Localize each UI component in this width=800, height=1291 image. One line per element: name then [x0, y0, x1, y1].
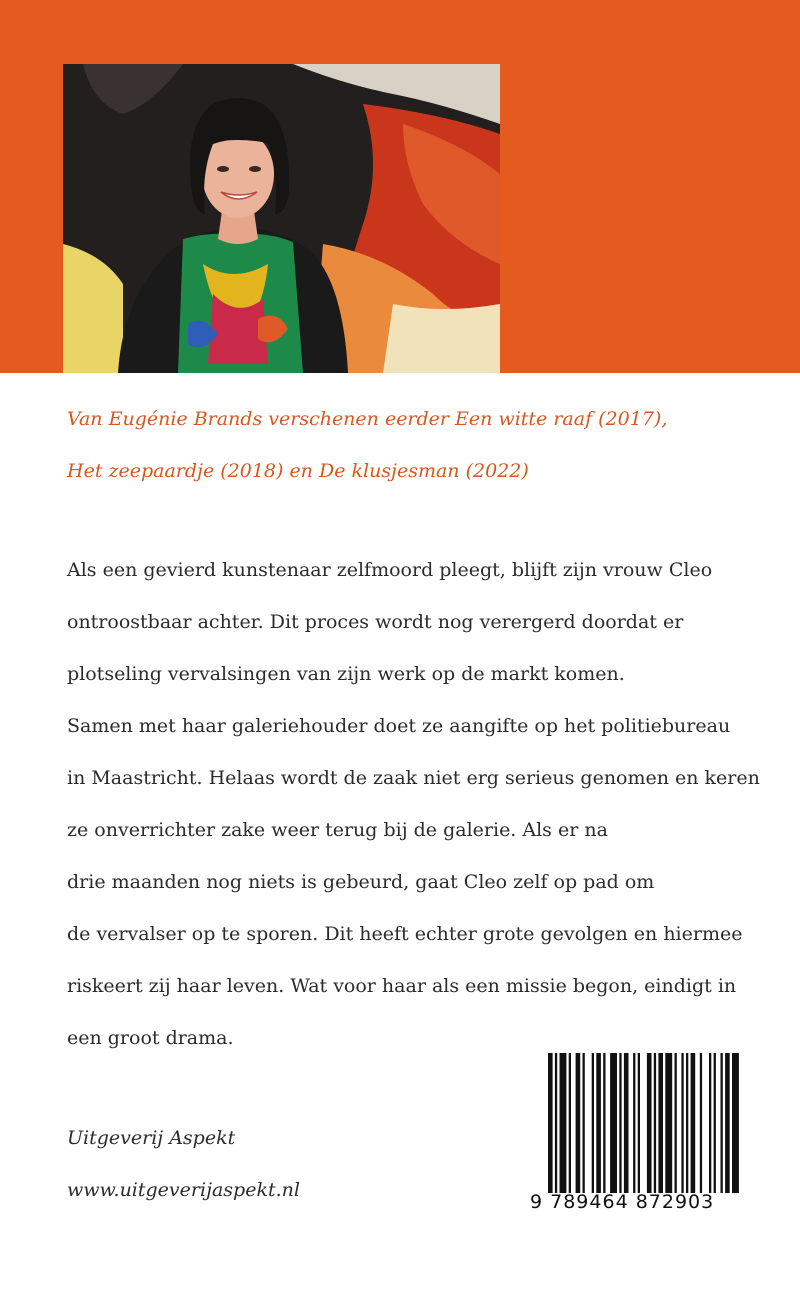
barcode-bar	[654, 1053, 656, 1193]
barcode-bar	[596, 1053, 601, 1193]
barcode-bar	[700, 1053, 702, 1193]
barcode-bar	[619, 1053, 621, 1193]
barcode-bar	[665, 1053, 672, 1193]
barcode-bar	[569, 1053, 571, 1193]
barcode-bar	[548, 1053, 553, 1193]
barcode-bar	[555, 1053, 557, 1193]
barcode-bar	[610, 1053, 617, 1193]
barcode-bar	[721, 1053, 723, 1193]
blurb-line-2: ontroostbaar achter. Dit proces wordt nog verergerd doordat er	[67, 611, 684, 633]
barcode-bar	[576, 1053, 581, 1193]
barcode-bar	[675, 1053, 677, 1193]
barcode-bar	[714, 1053, 716, 1193]
blurb-line-9: riskeert zij haar leven. Wat voor haar als een missie begon, eindigt in	[67, 975, 737, 997]
barcode-bar	[624, 1053, 629, 1193]
book-blurb	[67, 544, 787, 1064]
isbn-barcode	[530, 1053, 740, 1221]
barcode-bar	[732, 1053, 739, 1193]
barcode-bar	[647, 1053, 652, 1193]
blurb-line-5: in Maastricht. Helaas wordt de zaak niet erg serieus genomen en keren	[67, 767, 760, 789]
barcode-bar	[709, 1053, 711, 1193]
barcode-bar	[633, 1053, 635, 1193]
barcode-bar	[560, 1053, 567, 1193]
barcode-bar	[725, 1053, 730, 1193]
barcode-bar	[638, 1053, 640, 1193]
publisher-website: www.uitgeverijaspekt.nl	[67, 1179, 300, 1201]
portrait-illustration	[63, 64, 500, 373]
blurb-line-3: plotseling vervalsingen van zijn werk op de markt komen.	[67, 663, 625, 685]
barcode-bar	[681, 1053, 683, 1193]
barcode-bar	[658, 1053, 663, 1193]
blurb-line-8: de vervalser op te sporen. Dit heeft echter grote gevolgen en hiermee	[67, 923, 743, 945]
isbn-digits: 9 789464 872903	[530, 1191, 715, 1213]
blurb-line-7: drie maanden nog niets is gebeurd, gaat Cleo zelf op pad om	[67, 871, 655, 893]
barcode-bar	[603, 1053, 605, 1193]
blurb-line-6: ze onverrichter zake weer terug bij de galerie. Als er na	[67, 819, 608, 841]
publisher-info	[67, 1112, 467, 1216]
barcode-bars	[530, 1053, 740, 1193]
barcode-bar	[691, 1053, 696, 1193]
barcode-bar	[592, 1053, 594, 1193]
blurb-line-1: Als een gevierd kunstenaar zelfmoord pleegt, blijft zijn vrouw Cleo	[67, 559, 713, 581]
previous-works-line-2: Het zeepaardje (2018) en De klusjesman (2022)	[67, 460, 529, 482]
blurb-line-4: Samen met haar galeriehouder doet ze aangifte op het politiebureau	[67, 715, 731, 737]
barcode-bar	[686, 1053, 688, 1193]
author-portrait-photo	[63, 64, 500, 373]
publisher-name: Uitgeverij Aspekt	[67, 1127, 236, 1149]
previous-works-line-1: Van Eugénie Brands verschenen eerder Een witte raaf (2017),	[67, 408, 668, 430]
blurb-line-10: een groot drama.	[67, 1027, 234, 1049]
previous-works-note	[67, 393, 767, 497]
barcode-bar	[583, 1053, 585, 1193]
